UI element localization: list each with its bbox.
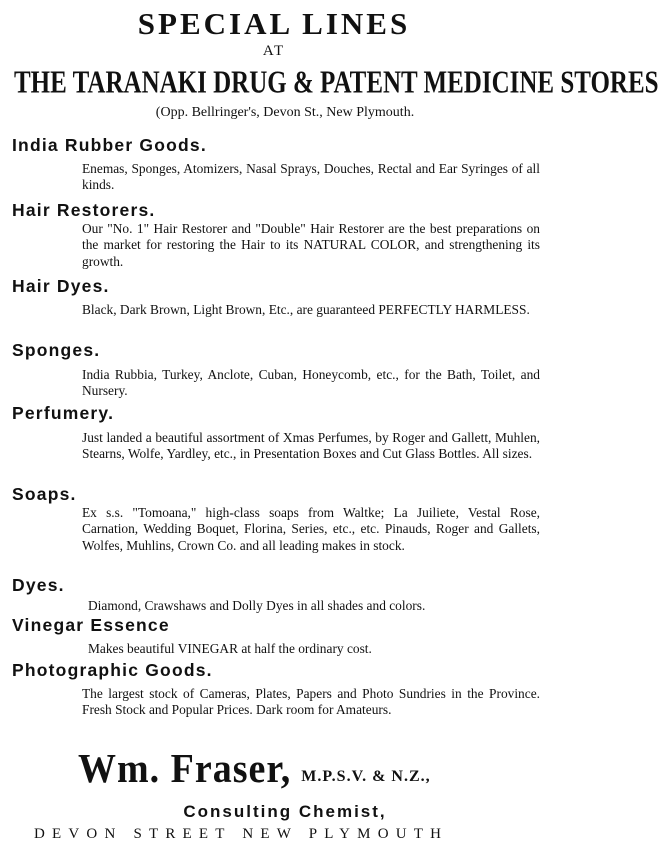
section-text: Diamond, Crawshaws and Dolly Dyes in all shades and colors. [88, 598, 426, 613]
chemist-title: Consulting Chemist, [183, 802, 387, 821]
signature-block [78, 747, 431, 791]
section-heading: Soaps. [12, 484, 77, 504]
store-name: THE TARANAKI DRUG & PATENT MEDICINE STORES [14, 66, 659, 100]
section-text: Makes beautiful VINEGAR at half the ordinary cost. [88, 641, 372, 656]
section-text: India Rubbia, Turkey, Anclote, Cuban, Honeycomb, etc., for the Bath, Toilet, and Nursery. [82, 367, 540, 399]
section-text: Enemas, Sponges, Atomizers, Nasal Sprays, Douches, Rectal and Ear Syringes of all kinds. [82, 161, 540, 193]
chemist-qualifications: M.P.S.V. & N.Z., [301, 768, 431, 785]
section-heading: Dyes. [12, 575, 65, 595]
section-heading: Hair Dyes. [12, 276, 110, 296]
chemist-name: Wm. Fraser, [78, 746, 292, 792]
section-text: Ex s.s. "Tomoana," high-class soaps from Waltke; La Juiliete, Vestal Rose, Carnation, Wedding Boquet, Florina, Series, etc., etc. Pinauds, Roger and Gallets, Wolfes, Muhlins, Crown Co. and all leading makes in stock. [82, 505, 540, 553]
ad-title: SPECIAL LINES [137, 6, 411, 41]
section-text: The largest stock of Cameras, Plates, Papers and Photo Sundries in the Province. Fresh Stock and Popular Prices. Dark room for Amateurs. [82, 686, 540, 718]
ad-at: AT [262, 43, 286, 59]
section-heading: Hair Restorers. [12, 200, 156, 220]
section-heading: Sponges. [12, 340, 101, 360]
section-heading: Vinegar Essence [12, 615, 170, 635]
section-text: Just landed a beautiful assortment of Xmas Perfumes, by Roger and Gallett, Muhlen, Stearns, Wolfe, Yardley, etc., in Presentation Boxes and Cut Glass Bottles. All sizes. [82, 430, 540, 462]
footer-address: DEVON STREET NEW PLYMOUTH [34, 826, 449, 842]
section-heading: India Rubber Goods. [12, 135, 207, 155]
section-text: Black, Dark Brown, Light Brown, Etc., are guaranteed PERFECTLY HARMLESS. [82, 302, 530, 317]
section-heading: Photographic Goods. [12, 660, 213, 680]
store-address: (Opp. Bellringer's, Devon St., New Plymouth. [155, 105, 415, 120]
section-text: Our "No. 1" Hair Restorer and "Double" Hair Restorer are the best preparations on the market for restoring the Hair to its NATURAL COLOR, and strengthening its growth. [82, 221, 540, 269]
section-heading: Perfumery. [12, 403, 115, 423]
